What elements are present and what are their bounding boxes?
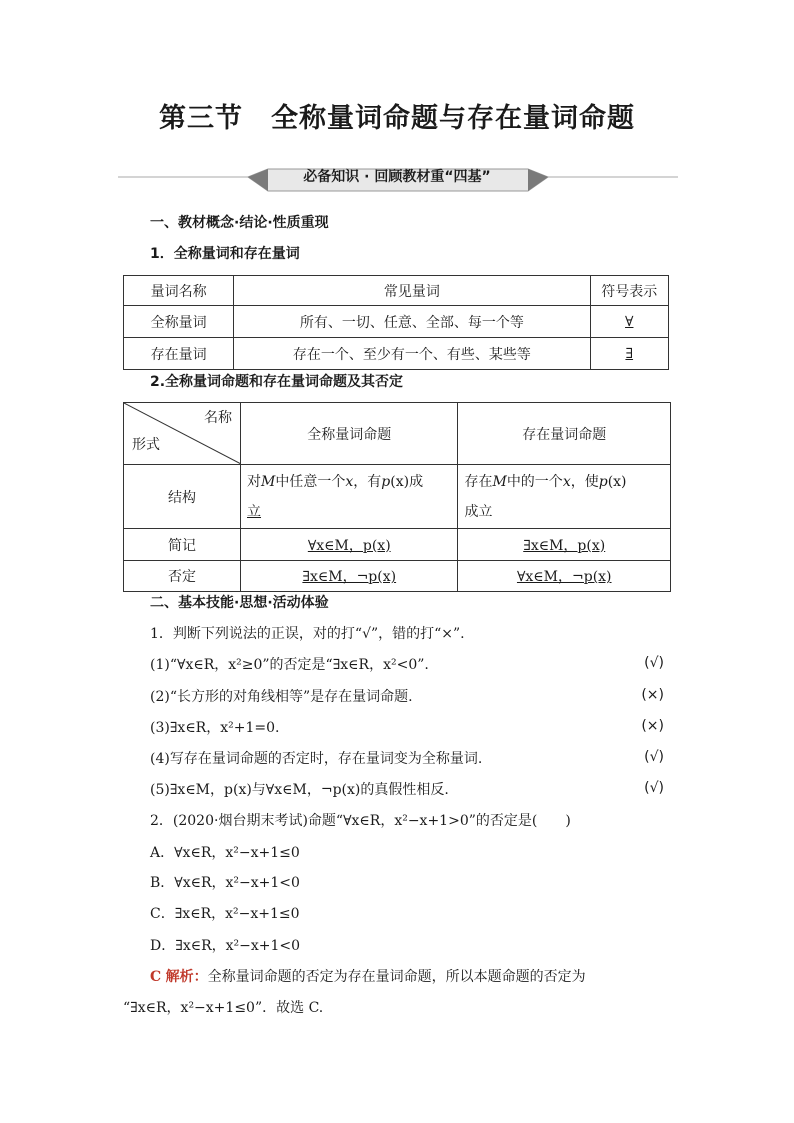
section1-sub1: 1．全称量词和存在量词 (150, 246, 300, 262)
q2-option-b: B．∀x∈R，x²−x+1<0 (150, 875, 300, 891)
title-part2: 全称量词命题与存在量词命题 (271, 103, 635, 134)
banner-text: 必备知识 · 回顾教材重“四基” (303, 169, 491, 185)
quantifier-table (123, 275, 669, 370)
struct2-b: M (492, 473, 507, 490)
q1-stem: 1．判断下列说法的正误，对的打“√”，错的打“×”. (150, 626, 465, 642)
struct1-c: 中任意一个 (275, 473, 346, 490)
table1-row2-symbol (590, 338, 669, 370)
q2-option-d: D．∃x∈R，x²−x+1<0 (150, 938, 301, 954)
table2-short1 (241, 529, 458, 561)
struct1-f: p (381, 473, 391, 490)
table2-short2 (458, 529, 671, 561)
struct2-e: ，使 (570, 473, 599, 490)
struct2-c: 中的一个 (506, 473, 563, 490)
section1-sub2: 2.全称量词命题和存在量词命题及其否定 (150, 374, 404, 390)
table2-neg2 (458, 561, 671, 592)
table1-row2-common: 存在一个、至少有一个、有些、某些等 (234, 338, 590, 370)
q1-item-2: (2)“长方形的对角线相等”是存在量词命题. (150, 689, 413, 705)
neg1-value: ∃x∈M，¬p(x) (302, 569, 397, 585)
table2-row-short: 简记 (124, 529, 241, 561)
section1-heading: 一、教材概念·结论·性质重现 (150, 215, 329, 231)
q1-item-1-mark: (√) (644, 655, 664, 671)
struct1-a: 对 (247, 473, 262, 490)
table1-header-common: 常见量词 (234, 276, 590, 306)
section2-heading: 二、基本技能·思想·活动体验 (150, 595, 329, 611)
q1-item-3: (3)∃x∈R，x²+1=0. (150, 720, 280, 736)
table1-row1-symbol (590, 306, 669, 338)
forall-symbol: ∀ (625, 313, 634, 330)
table1-row1-name: 全称量词 (124, 306, 234, 338)
answer-line-1 (150, 967, 586, 987)
struct2-g: (x) (607, 473, 627, 490)
answer-line-2: “∃x∈R，x²−x+1≤0”．故选 C. (123, 1000, 324, 1016)
struct1-e: ，有 (353, 473, 382, 490)
q1-item-4-mark: (√) (644, 749, 664, 765)
q1-item-4: (4)写存在量词命题的否定时，存在量词变为全称量词. (150, 751, 483, 767)
q1-item-2-mark: (×) (641, 687, 664, 703)
table2-struct2 (458, 465, 671, 529)
struct2-a: 存在 (464, 473, 493, 490)
q2-stem: 2．(2020·烟台期末考试)命题“∀x∈R，x²−x+1>0”的否定是( ) (150, 813, 571, 829)
q1-item-5: (5)∃x∈M，p(x)与∀x∈M，¬p(x)的真假性相反. (150, 782, 449, 798)
q2-option-a: A．∀x∈R，x²−x+1≤0 (150, 845, 300, 861)
q2-option-c: C．∃x∈R，x²−x+1≤0 (150, 906, 300, 922)
title-part1: 第三节 (159, 103, 243, 134)
table2-corner (124, 403, 241, 465)
struct1-b: M (261, 473, 276, 490)
table2-neg1 (241, 561, 458, 592)
page-title (0, 96, 794, 135)
table2-struct1 (241, 465, 458, 529)
table2-row-neg: 否定 (124, 561, 241, 592)
struct1-g: (x) (390, 473, 410, 490)
short2-value: ∃x∈M，p(x) (523, 537, 606, 554)
corner-top-label: 名称 (204, 410, 233, 426)
exists-symbol: ∃ (625, 345, 634, 362)
neg2-value: ∀x∈M，¬p(x) (516, 569, 612, 585)
q1-item-5-mark: (√) (644, 780, 664, 796)
answer-letter: C (150, 969, 162, 985)
struct2-d: x (562, 473, 571, 490)
table2-row-structure: 结构 (124, 465, 241, 529)
answer-label: 解析： (165, 969, 208, 985)
struct2-f: p (598, 473, 608, 490)
struct2-line2: 成立 (464, 503, 493, 520)
proposition-table (123, 402, 671, 592)
table2-col1: 全称量词命题 (241, 403, 458, 465)
table1-header-name: 量词名称 (124, 276, 234, 306)
table1-header-symbol: 符号表示 (590, 276, 669, 306)
answer-text-1: 全称量词命题的否定为存在量词命题，所以本题命题的否定为 (207, 969, 586, 985)
struct1-line2: 立 (247, 503, 262, 520)
table1-row2-name: 存在量词 (124, 338, 234, 370)
struct1-d: x (345, 473, 354, 490)
table1-row1-common: 所有、一切、任意、全部、每一个等 (234, 306, 590, 338)
corner-bottom-label: 形式 (132, 437, 160, 453)
struct1-h: 成 (409, 473, 424, 490)
table2-col2: 存在量词命题 (458, 403, 671, 465)
short1-value: ∀x∈M，p(x) (307, 537, 391, 554)
q1-item-3-mark: (×) (641, 718, 664, 734)
q1-item-1: (1)“∀x∈R，x²≥0”的否定是“∃x∈R，x²<0”. (150, 657, 429, 673)
